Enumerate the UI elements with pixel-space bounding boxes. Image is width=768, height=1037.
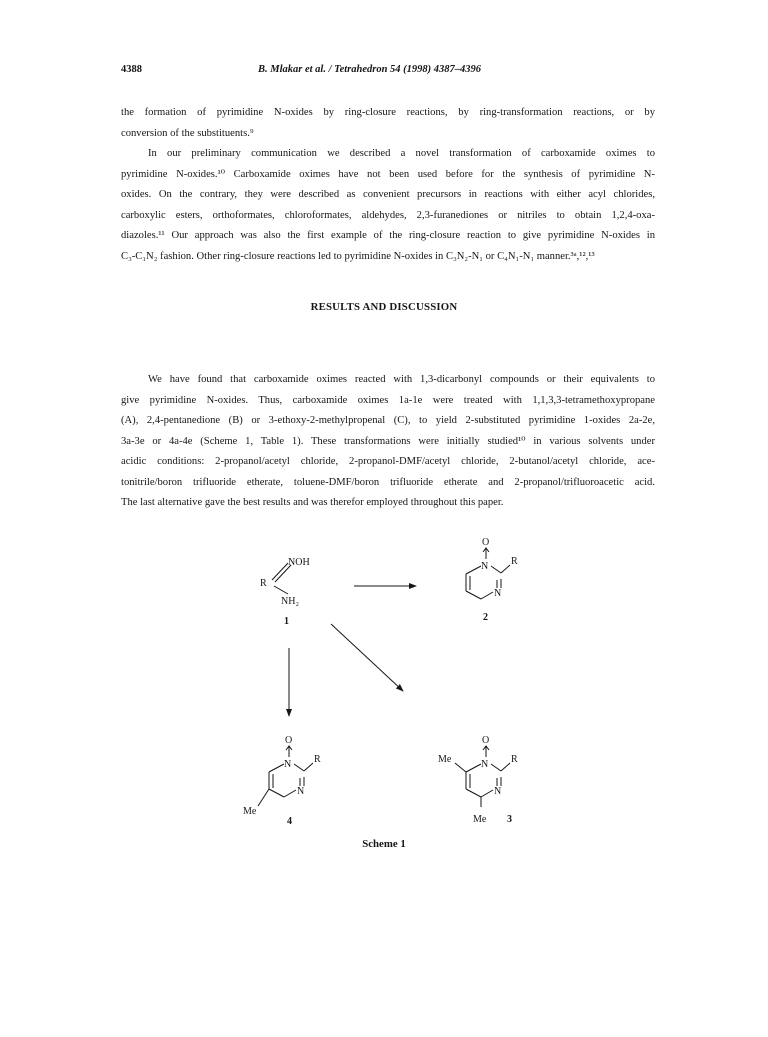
text-line: The last alternative gave the best results and was therefor employed throughout this paper. <box>121 497 504 508</box>
compound-2-n3: N <box>494 588 502 599</box>
paragraph-1 <box>121 103 655 144</box>
text-line: diazoles.¹¹ Our approach was also the first example of the ring-closure reaction to give pyrimidine N-oxides in <box>121 230 655 241</box>
text-line: In our preliminary communication we described a novel transformation of carboxamide oximes to <box>148 148 655 159</box>
text-line: We have found that carboxamide oximes reacted with 1,3-dicarbonyl compounds or their equivalents to <box>148 374 655 385</box>
compound-4-ring <box>258 746 313 806</box>
compound-2-n1: N <box>481 561 489 572</box>
scheme-caption: Scheme 1 <box>362 838 406 850</box>
text-line: carboxylic esters, orthoformates, chloroformates, aldehydes, 2,3-furanediones or nitriles to obtain 1,2,4-oxa- <box>121 209 655 221</box>
page-number: 4388 <box>121 64 142 75</box>
text-line: the formation of pyrimidine N-oxides by ring-closure reactions, by ring-transformation reactions, or by <box>121 107 655 118</box>
text-line: acidic conditions: 2-propanol/acetyl chloride, 2-propanol-DMF/acetyl chloride, 2-butanol/acetyl chloride, ace- <box>121 456 655 467</box>
text-line: oxides. On the contrary, they were described as convenient precursors in reactions with either acyl chlorides, <box>121 189 655 200</box>
text-line: tonitrile/boron trifluoride etherate, toluene-DMF/boron trifluoride etherate and 2-propanol/trifluoroacetic acid. <box>121 476 655 488</box>
compound-3-n1: N <box>481 759 489 770</box>
compound-1-r: R <box>260 578 267 589</box>
compound-4-r: R <box>314 754 321 765</box>
compound-3-label: 3 <box>507 814 512 825</box>
section-heading: RESULTS AND DISCUSSION <box>310 301 458 313</box>
compound-2-label: 2 <box>483 612 488 623</box>
compound-4-n3: N <box>297 786 305 797</box>
compound-2-ring <box>466 548 510 599</box>
compound-4-oxygen: O <box>285 735 293 746</box>
text-line: C₃-C₁N₂ fashion. Other ring-closure reactions led to pyrimidine N-oxides in C₃N₂-N₁ or C₄N₁-N₁ manner.³ᵃ,¹²,¹³ <box>121 250 595 262</box>
compound-2-oxygen: O <box>482 537 490 548</box>
compound-3-ring <box>455 746 510 807</box>
running-header-citation: B. Mlakar et al. / Tetrahedron 54 (1998) 4387–4396 <box>258 64 482 75</box>
arrow-1-to-3 <box>331 624 403 691</box>
compound-3-r: R <box>511 754 518 765</box>
compound-3-n3: N <box>494 786 502 797</box>
text-line: give pyrimidine N-oxides. Thus, carboxamide oximes 1a-1e were treated with 1,1,3,3-tetramethoxypropane <box>121 394 655 406</box>
compound-4-n1: N <box>284 759 292 770</box>
scheme-1-diagram <box>0 520 768 840</box>
text-line: (A), 2,4-pentanedione (B) or 3-ethoxy-2-methylpropenal (C), to yield 2-substituted pyrimidine 1-oxides 2a-2e, <box>121 415 655 426</box>
text-line: conversion of the substituents.⁹ <box>121 127 254 139</box>
compound-4-methyl: Me <box>243 806 257 817</box>
compound-3-methyl-4: Me <box>473 814 487 825</box>
text-line: pyrimidine N-oxides.¹⁰ Carboxamide oximes have not been used before for the synthesis of pyrimidine N- <box>121 168 655 180</box>
paragraph-3 <box>121 370 655 514</box>
compound-3-methyl-6: Me <box>438 754 452 765</box>
compound-1-label: 1 <box>284 616 289 627</box>
paragraph-2 <box>121 144 655 267</box>
compound-1-nh2: NH₂ <box>281 596 299 607</box>
compound-1-noh: NOH <box>288 557 310 568</box>
compound-2-r: R <box>511 556 518 567</box>
compound-3-oxygen: O <box>482 735 490 746</box>
text-line: 3a-3e or 4a-4e (Scheme 1, Table 1). These transformations were initially studied¹⁰ in various solvents under <box>121 435 655 447</box>
compound-4-label: 4 <box>287 816 292 827</box>
